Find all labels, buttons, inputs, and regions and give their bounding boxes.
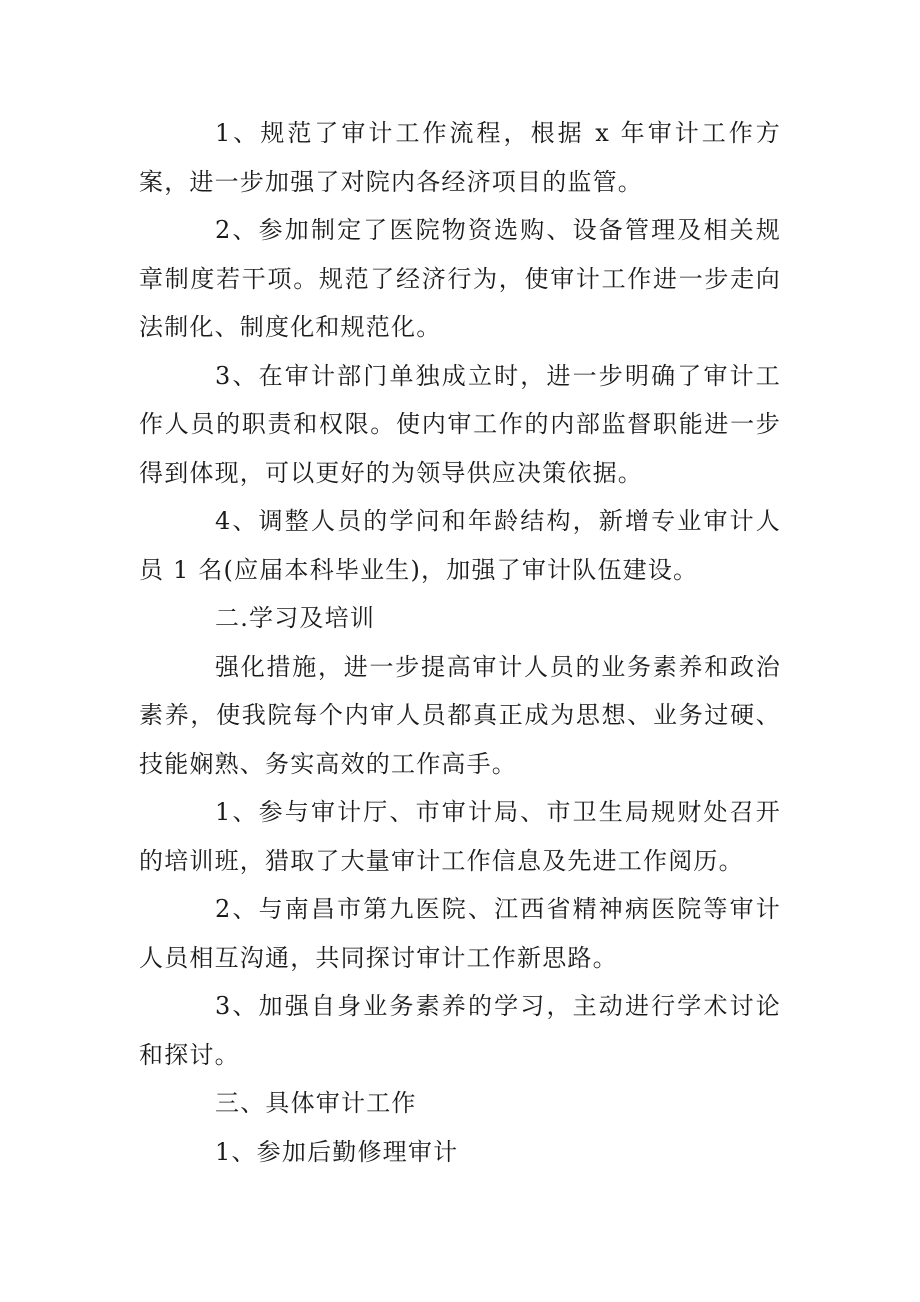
paragraph-audit-work-1: 1、参加后勤修理审计 (215, 1137, 459, 1166)
paragraph-training-3: 3、加强自身业务素养的学习，主动进行学术讨论和探讨。 (139, 992, 781, 1069)
paragraph-department: 3、在审计部门单独成立时，进一步明确了审计工作人员的职责和权限。使内审工作的内部监督职能进一步得到体现，可以更好的为领导供应决策依据。 (139, 361, 781, 487)
section-heading-training: 二.学习及培训 (215, 604, 376, 632)
section-heading-audit-work: 三、具体审计工作 (215, 1089, 417, 1117)
paragraph-training-1: 1、参与审计厅、市审计局、市卫生局规财处召开的培训班，猎取了大量审计工作信息及先进工作阅历。 (139, 798, 781, 875)
paragraph-training-2: 2、与南昌市第九医院、江西省精神病医院等审计人员相互沟通，共同探讨审计工作新思路。 (139, 895, 781, 972)
document-body (139, 109, 781, 1176)
paragraph-staffing: 4、调整人员的学问和年龄结构，新增专业审计人员 1 名(应届本科毕业生)，加强了审计队伍建设。 (139, 507, 781, 584)
paragraph-regulations: 2、参加制定了医院物资选购、设备管理及相关规章制度若干项。规范了经济行为，使审计工作进一步走向法制化、制度化和规范化。 (139, 216, 781, 341)
paragraph-training-intro: 强化措施，进一步提高审计人员的业务素养和政治素养，使我院每个内审人员都真正成为思想、业务过硬、技能娴熟、务实高效的工作高手。 (139, 652, 781, 778)
paragraph-audit-process: 1、规范了审计工作流程，根据 x 年审计工作方案，进一步加强了对院内各经济项目的监管。 (139, 119, 781, 196)
